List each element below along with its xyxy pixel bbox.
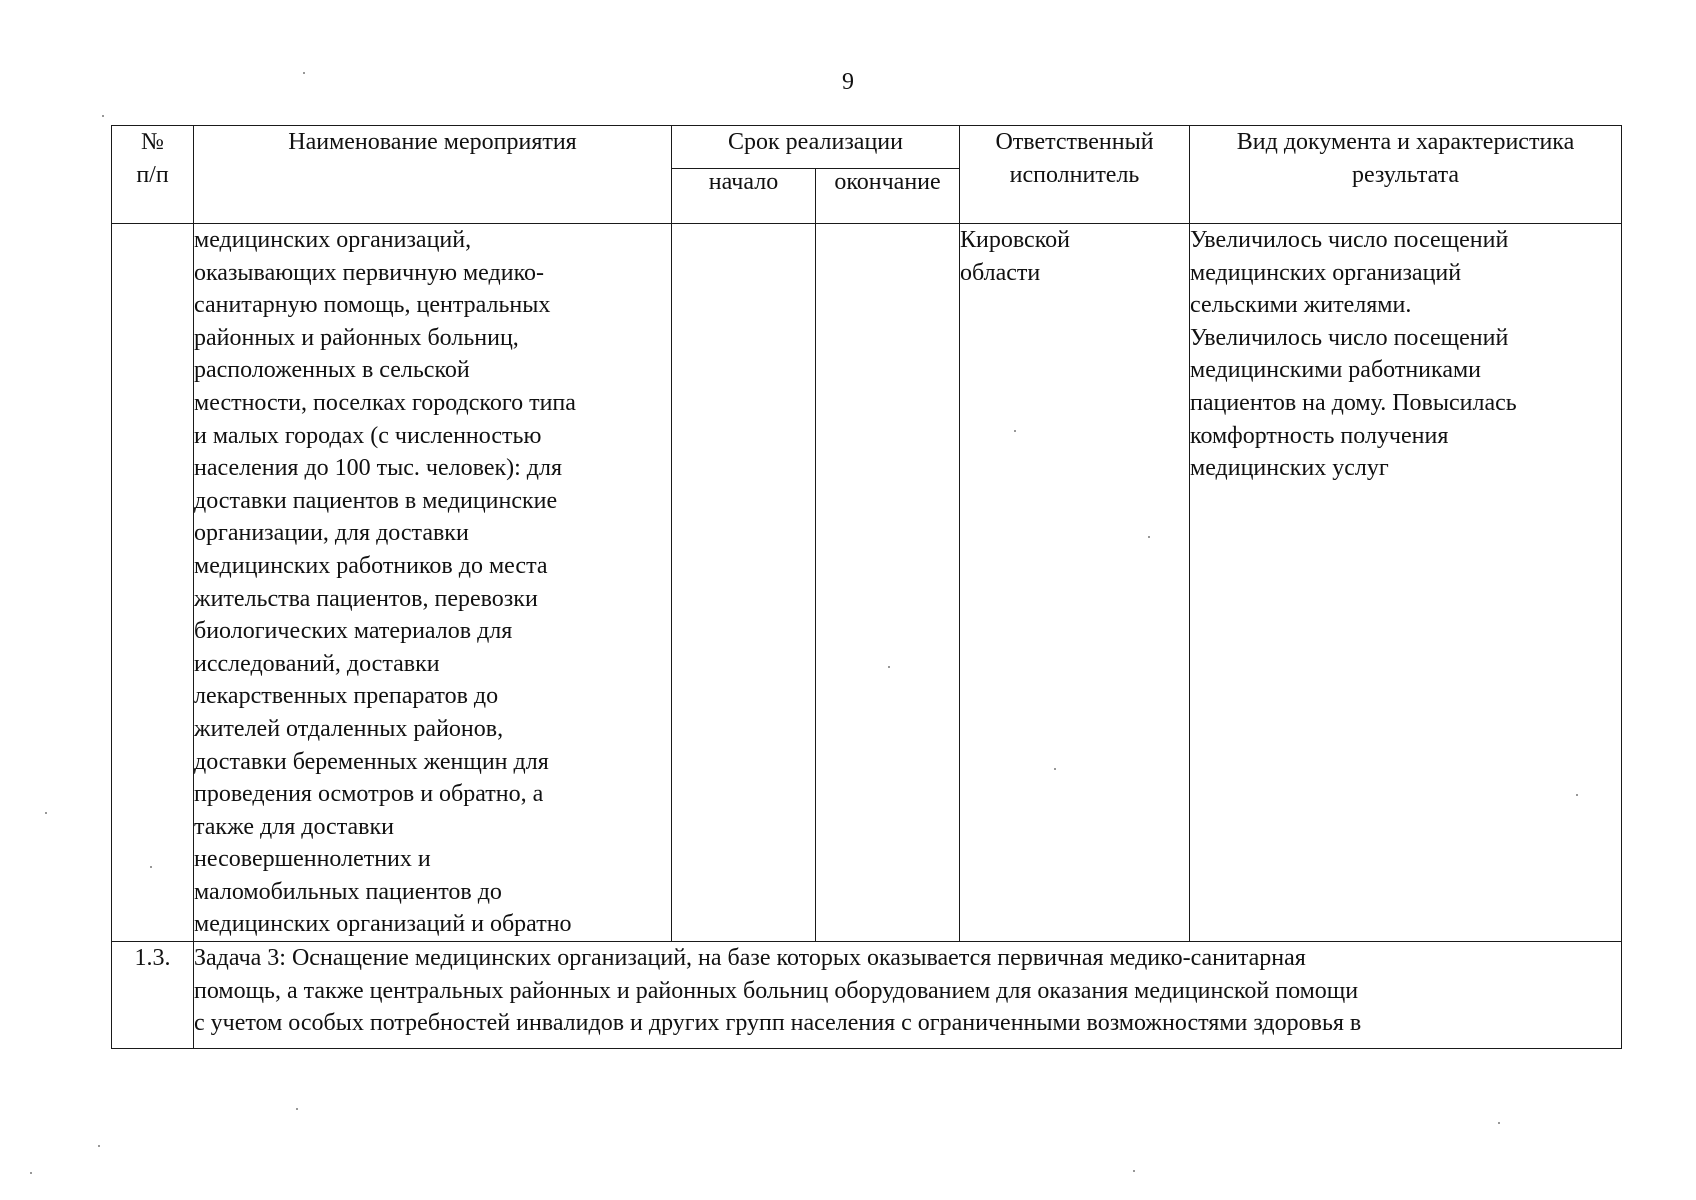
end-cell: [816, 224, 960, 942]
header-period-text: Срок реализации: [728, 129, 903, 155]
scan-speck: [98, 1145, 100, 1147]
scan-speck: [1576, 794, 1578, 796]
activity-name-line: лекарственных препаратов до: [194, 683, 499, 710]
activity-name-line: и малых городах (с численностью: [194, 422, 542, 449]
activity-name-line: несовершеннолетних и: [194, 846, 431, 873]
table-header-row: [112, 126, 1622, 169]
result-line: медицинскими работниками: [1190, 357, 1481, 384]
activity-name-cell: [194, 224, 672, 942]
responsible-cell: [960, 224, 1190, 942]
header-number-line: №: [141, 129, 164, 155]
activity-name-line: жительства пациентов, перевозки: [194, 585, 538, 612]
result-line: медицинских организаций: [1190, 259, 1462, 286]
responsible-line: области: [960, 259, 1041, 286]
scan-speck: [888, 666, 890, 668]
header-result: [1190, 126, 1622, 224]
scan-speck: [1054, 768, 1056, 770]
task-cell: [194, 942, 1622, 1049]
activity-name-line: жителей отдаленных районов,: [194, 715, 504, 742]
scan-speck: [1133, 1170, 1135, 1172]
activity-name-line: медицинских организаций,: [194, 227, 472, 253]
scan-speck: [150, 866, 152, 868]
scan-speck: [296, 1108, 298, 1110]
activity-name-line: медицинских организаций и обратно: [194, 911, 572, 938]
result-line: сельскими жителями.: [1190, 292, 1412, 319]
activity-name-line: медицинских работников до места: [194, 552, 548, 579]
header-result-line: Вид документа и характеристика: [1236, 129, 1575, 155]
task-line: с учетом особых потребностей инвалидов и других групп населения с ограниченными возможностями здоровья в: [194, 1010, 1362, 1037]
responsible-line: Кировской: [960, 227, 1070, 253]
activity-name-line: организации, для доставки: [194, 520, 469, 547]
header-activity-name: [194, 126, 672, 224]
activity-name-line: расположенных в сельской: [194, 357, 470, 384]
activity-name-line: проведения осмотров и обратно, а: [194, 781, 544, 808]
header-number: [112, 126, 194, 224]
result-line: пациентов на дому. Повысилась: [1190, 389, 1517, 416]
header-responsible-line: Ответственный: [995, 129, 1154, 155]
activity-name-line: доставки пациентов в медицинские: [194, 487, 558, 514]
activity-name-line: районных и районных больниц,: [194, 324, 519, 351]
task-line: Задача 3: Оснащение медицинских организаций, на базе которых оказывается первичная медико-санитарная: [194, 945, 1306, 972]
page-number: 9: [842, 69, 854, 95]
result-line: Увеличилось число посещений: [1190, 324, 1509, 351]
header-activity-name-text: Наименование мероприятия: [288, 129, 577, 155]
header-responsible-line: исполнитель: [1009, 162, 1140, 188]
activity-name-line: оказывающих первичную медико-: [194, 259, 545, 286]
result-line: комфортность получения: [1190, 422, 1449, 449]
header-result-line: результата: [1351, 162, 1460, 188]
start-cell: [672, 224, 816, 942]
activity-name-line: населения до 100 тыс. человек): для: [194, 455, 563, 482]
scan-speck: [102, 115, 104, 117]
scan-speck: [1014, 430, 1016, 432]
activity-name-line: также для доставки: [194, 813, 394, 840]
result-line: Увеличилось число посещений: [1190, 227, 1509, 253]
activity-name-line: санитарную помощь, центральных: [194, 292, 551, 319]
task-line: помощь, а также центральных районных и районных больниц оборудованием для оказания медицинской помощи: [194, 977, 1359, 1004]
row-number-cell: [112, 224, 194, 942]
activity-name-line: исследований, доставки: [194, 650, 440, 677]
scan-speck: [1498, 1122, 1500, 1124]
activity-name-line: маломобильных пациентов до: [194, 878, 502, 905]
scan-speck: [45, 812, 47, 814]
result-cell: [1190, 224, 1622, 942]
header-number-line: п/п: [136, 162, 169, 188]
scan-speck: [303, 72, 305, 74]
header-end: окончание: [816, 169, 960, 224]
activities-table: [111, 125, 1622, 1049]
table-row: [112, 224, 1622, 942]
table-row: [112, 942, 1622, 1049]
result-line: медицинских услуг: [1190, 455, 1389, 482]
row-number-cell: 1.3.: [112, 942, 194, 1049]
activity-name-line: доставки беременных женщин для: [194, 748, 549, 775]
header-period: [672, 126, 960, 169]
scan-speck: [30, 1172, 32, 1174]
header-start: начало: [672, 169, 816, 224]
scan-speck: [1148, 536, 1150, 538]
activity-name-line: местности, поселках городского типа: [194, 389, 576, 416]
header-responsible: [960, 126, 1190, 224]
activity-name-line: биологических материалов для: [194, 618, 513, 645]
